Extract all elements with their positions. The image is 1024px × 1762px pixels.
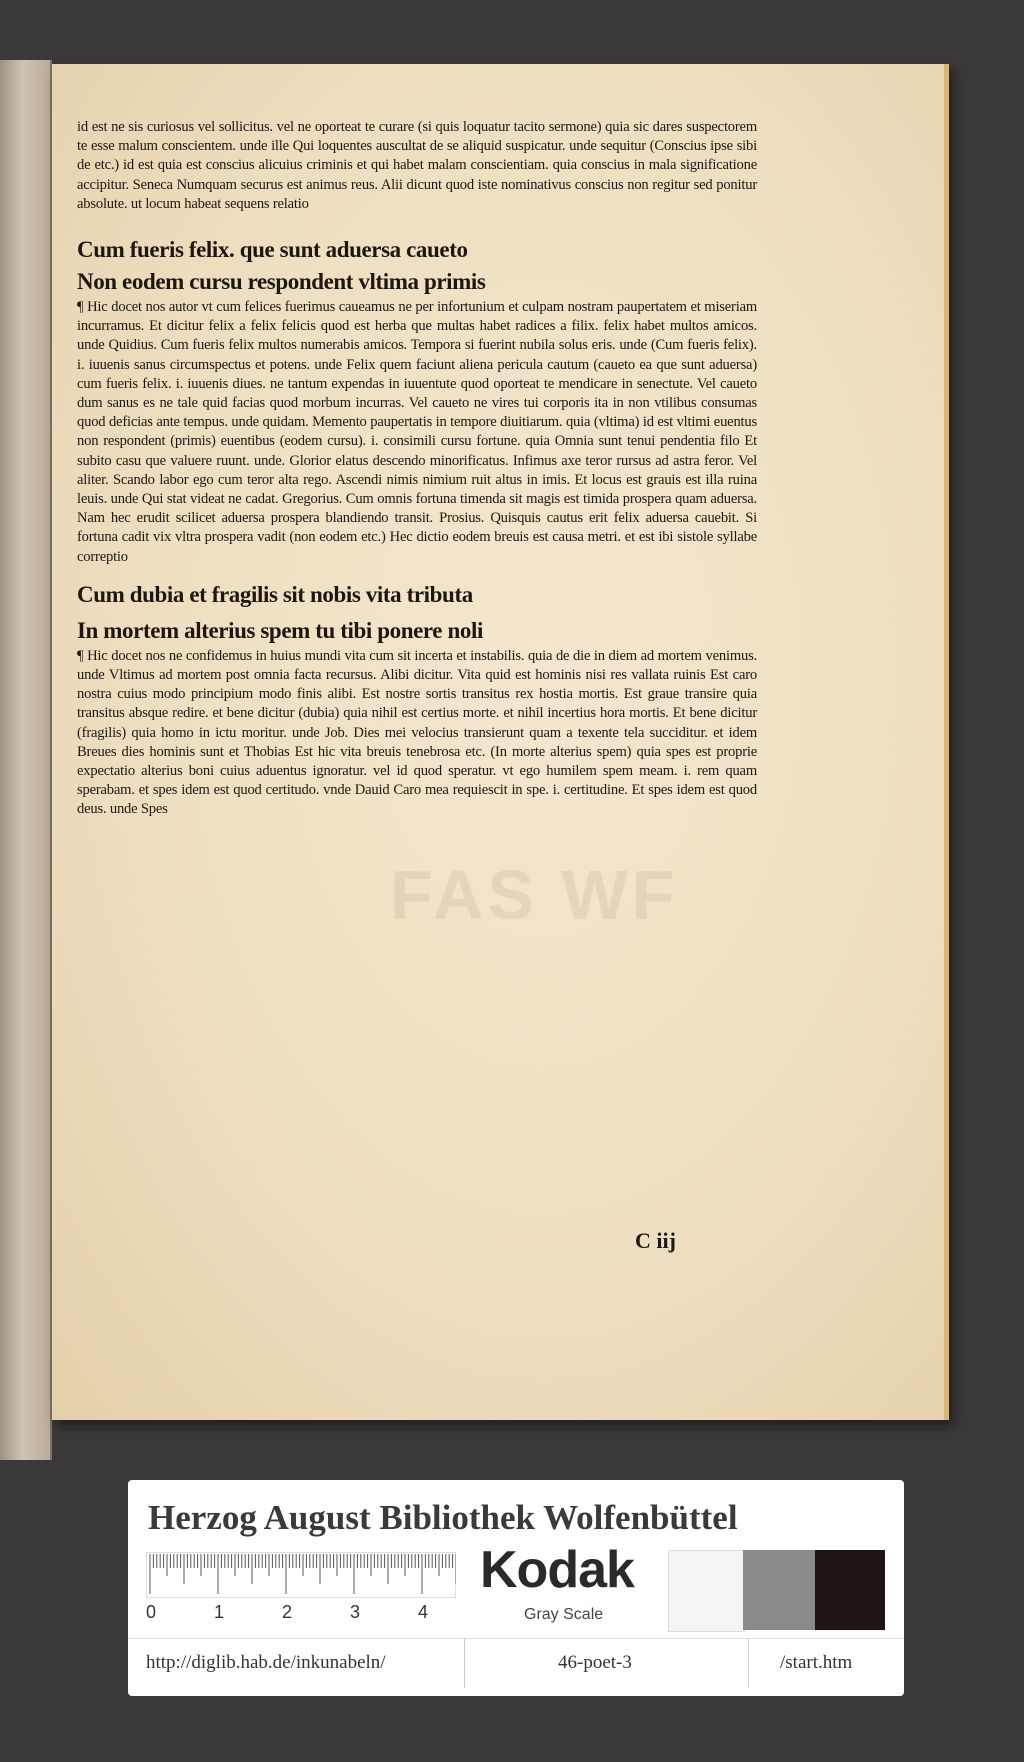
commentary-paragraph-1: id est ne sis curiosus vel sollicitus. vel ne oporteat te curare (si quis loquatur tacito sermone) quia sic dares suspectorem te esse malum conscientem. unde ille Qui loquentes auscultat de se aliquid suspicatur. unde sequitur (Conscius ipse sibi de etc.) id est quia est conscius alicuius criminis et qui habet malam conscientiam. quia conscius in mala significatione accipitur. Seneca Numquam securus est animus reus. Alii dicunt quod iste nominativus conscius non regitur sed ponitur absolute. ut locum habeat sequens relatio — [77, 119, 757, 212]
verse-line-2: Non eodem cursu respondent vltima primis — [77, 269, 486, 295]
ruler-number: 2 — [282, 1602, 293, 1622]
signature-mark: C iij — [635, 1228, 676, 1253]
previous-leaf-edge — [0, 60, 52, 1460]
ruler-number: 1 — [214, 1602, 225, 1622]
commentary-paragraph-2: ¶ Hic docet nos autor vt cum felices fuerimus caueamus ne per infortunium et culpam nostram paupertatem et miseriam incurramus. Et dicitur felix a felix felicis quod est herba que multas habet radices a filix. felix habet multos amicos. unde Quidius. Cum fueris felix multos numerabis amicos. Tempora si fuerint nubila solus eris. unde (Cum fueris felix). i. iuuenis sanus circumspectus et potens. unde Felix quem faciunt aliena pericula cautum (caueto ea que sunt aduersa) cum fueris felix. i. iuuenis diues. ne tantum expendas in iuuentute quod oporteat te mendicare in senectute. Vel caueto dum sanus es ne tale quid facias quod morbum incurras. Vel caueto ne vires tui corporis ita in non vtilibus consumas quod deficias ante tempus. unde quidam. Memento paupertatis in tempore diuitiarum. quia (vltima) id est vltimi euentus non respondent (primis) euentibus (eodem cursu). i. consimili cursu fortune. quia Omnia sunt tenui pendentia filo Et subito casu que valuere ruunt. unde. Glorior elatus descendo minorificatus. Infimus axe teror rursus ad astra feror. Vel aliter. Scando labor ego cum teror alta rego. Ascendi nimis nimium ruit altus in imis. Et locus est grauis est illa ruina leuis. unde Qui stat videat ne cadat. Gregorius. Cum omnis fortuna timenda sit magis est timida prospera quam aduersa. Nam hec erudit scilicet aduersa prospera blandiendo transit. Prosius. Quisquis cautus erit felix aduersa cauebit. Si fortuna cadit vix vltra prospera vadit (non eodem etc.) Hec dictio eodem breuis est causa metri. et est ibi sistole syllabe correptio — [77, 299, 757, 565]
gray-scale-label: Gray Scale — [524, 1606, 604, 1623]
verse-line-1: Cum fueris felix. que sunt aduersa caueto — [77, 237, 468, 263]
ruler-number: 4 — [418, 1602, 429, 1622]
verse-line-4: In mortem alterius spem tu tibi ponere noli — [77, 617, 483, 643]
black-patch — [815, 1550, 885, 1630]
verse-line-3: Cum dubia et fragilis sit nobis vita tributa — [77, 581, 473, 607]
library-title: Herzog August Bibliothek Wolfenbüttel — [148, 1498, 738, 1537]
ruler-numbers — [146, 1602, 476, 1626]
ruler-number: 0 — [146, 1602, 157, 1622]
ruler-number: 3 — [350, 1602, 361, 1622]
white-patch — [668, 1550, 745, 1632]
page-text — [77, 118, 757, 820]
watermark: FAS WF — [390, 856, 679, 934]
url-base: http://diglib.hab.de/inkunabeln/ — [146, 1652, 386, 1673]
commentary-paragraph-3: ¶ Hic docet nos ne confidemus in huius mundi vita cum sit incerta et instabilis. quia de die in diem ad mortem venimus. unde Vltimus ad mortem post omnia facta recursus. Alibi dicitur. Vita quid est hominis nisi res vallata ruinis Est caro nostra cuius modo principium modo finis alibi. Est nostre sortis transitus rex hostia mortis. Est graue transire quia transitus absque redire. et bene dicitur (dubia) quia nihil est certius morte. et nihil incertius hora mortis. Et bene dicitur (fragilis) quia homo in ictu moritur. unde Job. Dies mei velocius transierunt quam a texente tela succiditur. et idem Breues dies hominis sunt et Thobias Est hic vita breuis tenebrosa etc. (In morte alterius spem) quia spes est proprie expectatio alterius boni cuius aduentus ignoratur. vel id quod speratur. vt ego humilem spem meam. i. rem quam sperabam. et spes idem est quod certitudo. vnde Dauid Caro mea requiescit in spe. i. certitudine. Et spes idem est quod deus. unde Spes — [77, 647, 757, 818]
gray-patch — [743, 1550, 815, 1630]
card-divider — [748, 1638, 749, 1688]
kodak-logo: Kodak — [480, 1541, 634, 1599]
ruler-scale — [146, 1552, 456, 1598]
calibration-card — [128, 1480, 904, 1696]
card-divider — [128, 1638, 904, 1639]
card-divider — [464, 1638, 465, 1688]
url-end: /start.htm — [780, 1652, 853, 1673]
url-id: 46-poet-3 — [558, 1652, 632, 1673]
